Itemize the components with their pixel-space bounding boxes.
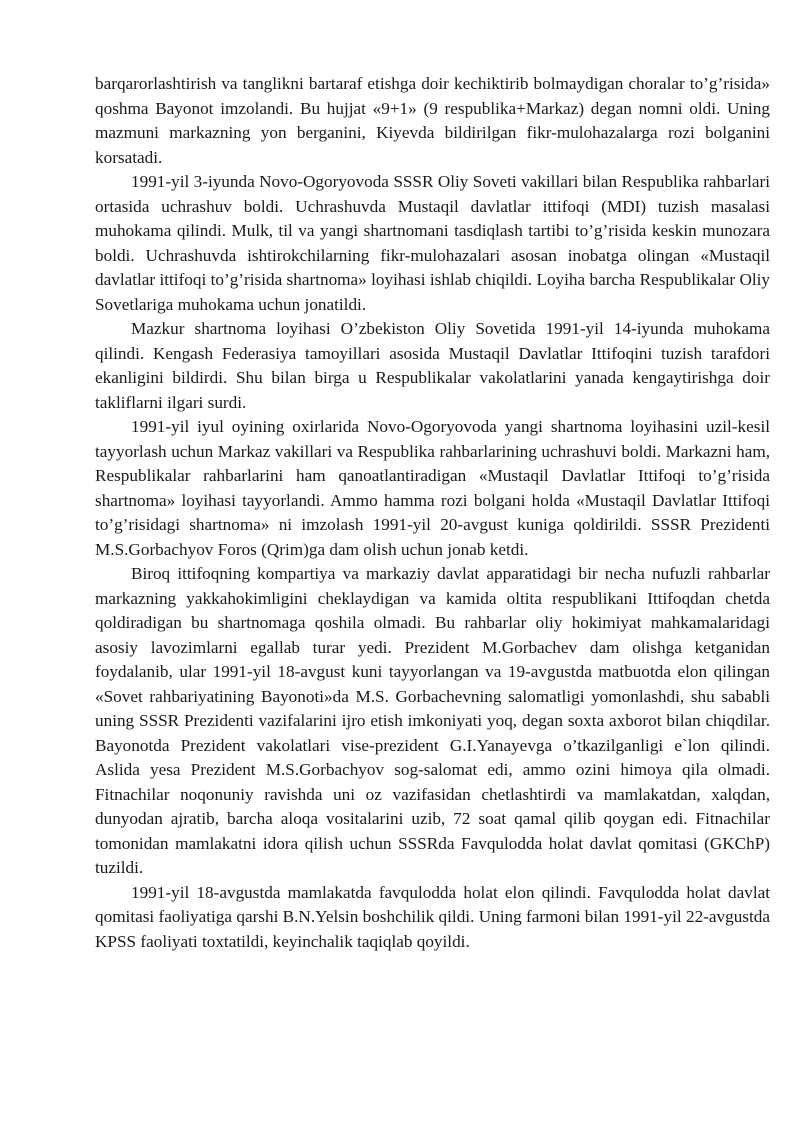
paragraph-coup-leaders: Biroq ittifoqning kompartiya va markaziy davlat apparatidagi bir necha nufuzli rahbarlar markazning yakkahokimligini cheklaydigan va kamida oltita respublikani Ittifoqdan chetda qoldiradigan bu shartnomaga qoshila olmadi. Bu rahbarlar oliy hokimiyat mahkamalaridagi asosiy lavozimlarni egallab turar yedi. Prezident M.Gorbachev dam olishga ketganidan foydalanib, ular 1991-yil 18-avgust kuni tayyorlangan va 19-avgustda matbuotda elon qilingan «Sovet rahbariyatining Bayonoti»da M.S. Gorbachevning salomatligi yomonlashdi, shu sababli uning SSSR Prezidenti vazifalarini ijro etish imkoniyati yoq, degan soxta axborot bilan chiqdilar. Bayonotda Prezident vakolatlari vise-prezident G.I.Yanayevga o’tkazilganligi e`lon qilindi. Aslida yesa Prezident M.S.Gorbachyov sog-salomat edi, ammo ozini himoya qila olmadi. Fitnachilar noqonuniy ravishda uni oz vazifasidan chetlashtirdi va mamlakatdan, xalqdan, dunyodan ajratib, barcha aloqa vositalarini uzib, 72 soat qamal qilib qoygan edi. Fitnachilar tomonidan mamlakatni idora qilish uchun SSSRda Favqulodda holat davlat qomitasi (GKChP) tuzildi. bbox=[95, 564, 770, 877]
paragraph-novo-ogoryovo-june: 1991-yil 3-iyunda Novo-Ogoryovoda SSSR Oliy Soveti vakillari bilan Respublika rahbarlari ortasida uchrashuv boldi. Uchrashuvda Mustaqil davlatlar ittifoqi (MDI) tuzish masalasi muhokama qilindi. Mulk, til va yangi shartnomani tasdiqlash tartibi to’g’risida keskin munozara boldi. Uchrashuvda ishtirokchilarning fikr-mulohazalari asosan inobatga olingan «Mustaqil davlatlar ittifoqi to’g’risida shartnoma» loyihasi ishlab chiqildi. Loyiha barcha Respublikalar Oliy Sovetlariga muhokama uchun jonatildi. bbox=[95, 172, 770, 314]
paragraph-uzbekistan-supreme-soviet: Mazkur shartnoma loyihasi O’zbekiston Oliy Sovetida 1991-yil 14-iyunda muhokama qilindi. Kengash Federasiya tamoyillari asosida Mustaqil Davlatlar Ittifoqini tuzish tarafdori ekanligini bildirdi. Shu bilan birga u Respublikalar vakolatlarini yanada kengaytirishga doir takliflarni ilgari surdi. bbox=[95, 319, 770, 412]
paragraph-continuation: barqarorlashtirish va tanglikni bartaraf etishga doir kechiktirib bolmaydigan choralar to’g’risida» qoshma Bayonot imzolandi. Bu hujjat «9+1» (9 respublika+Markaz) degan nomni oldi. Uning mazmuni markazning yon berganini, Kiyevda bildirilgan fikr-mulohazalarga rozi bolganini korsatadi. bbox=[95, 74, 770, 167]
paragraph-novo-ogoryovo-july: 1991-yil iyul oyining oxirlarida Novo-Ogoryovoda yangi shartnoma loyihasini uzil-kesil tayyorlash uchun Markaz vakillari va Respublika rahbarlarining uchrashuvi boldi. Markazni ham, Respublikalar rahbarlarini ham qanoatlantiradigan «Mustaqil Davlatlar Ittifoqi to’g’risida shartnoma» loyihasi tayyorlandi. Ammo hamma rozi bolgani holda «Mustaqil Davlatlar Ittifoqi to’g’risidagi shartnoma» ni imzolash 1991-yil 20-avgust kuniga qoldirildi. SSSR Prezidenti M.S.Gorbachyov Foros (Qrim)ga dam olish uchun jonab ketdi. bbox=[95, 417, 770, 559]
paragraph-state-of-emergency: 1991-yil 18-avgustda mamlakatda favqulodda holat elon qilindi. Favqulodda holat davlat qomitasi faoliyatiga qarshi B.N.Yelsin boshchilik qildi. Uning farmoni bilan 1991-yil 22-avgustda KPSS faoliyati toxtatildi, keyinchalik taqiqlab qoyildi. bbox=[95, 882, 770, 951]
document-page bbox=[95, 72, 770, 954]
